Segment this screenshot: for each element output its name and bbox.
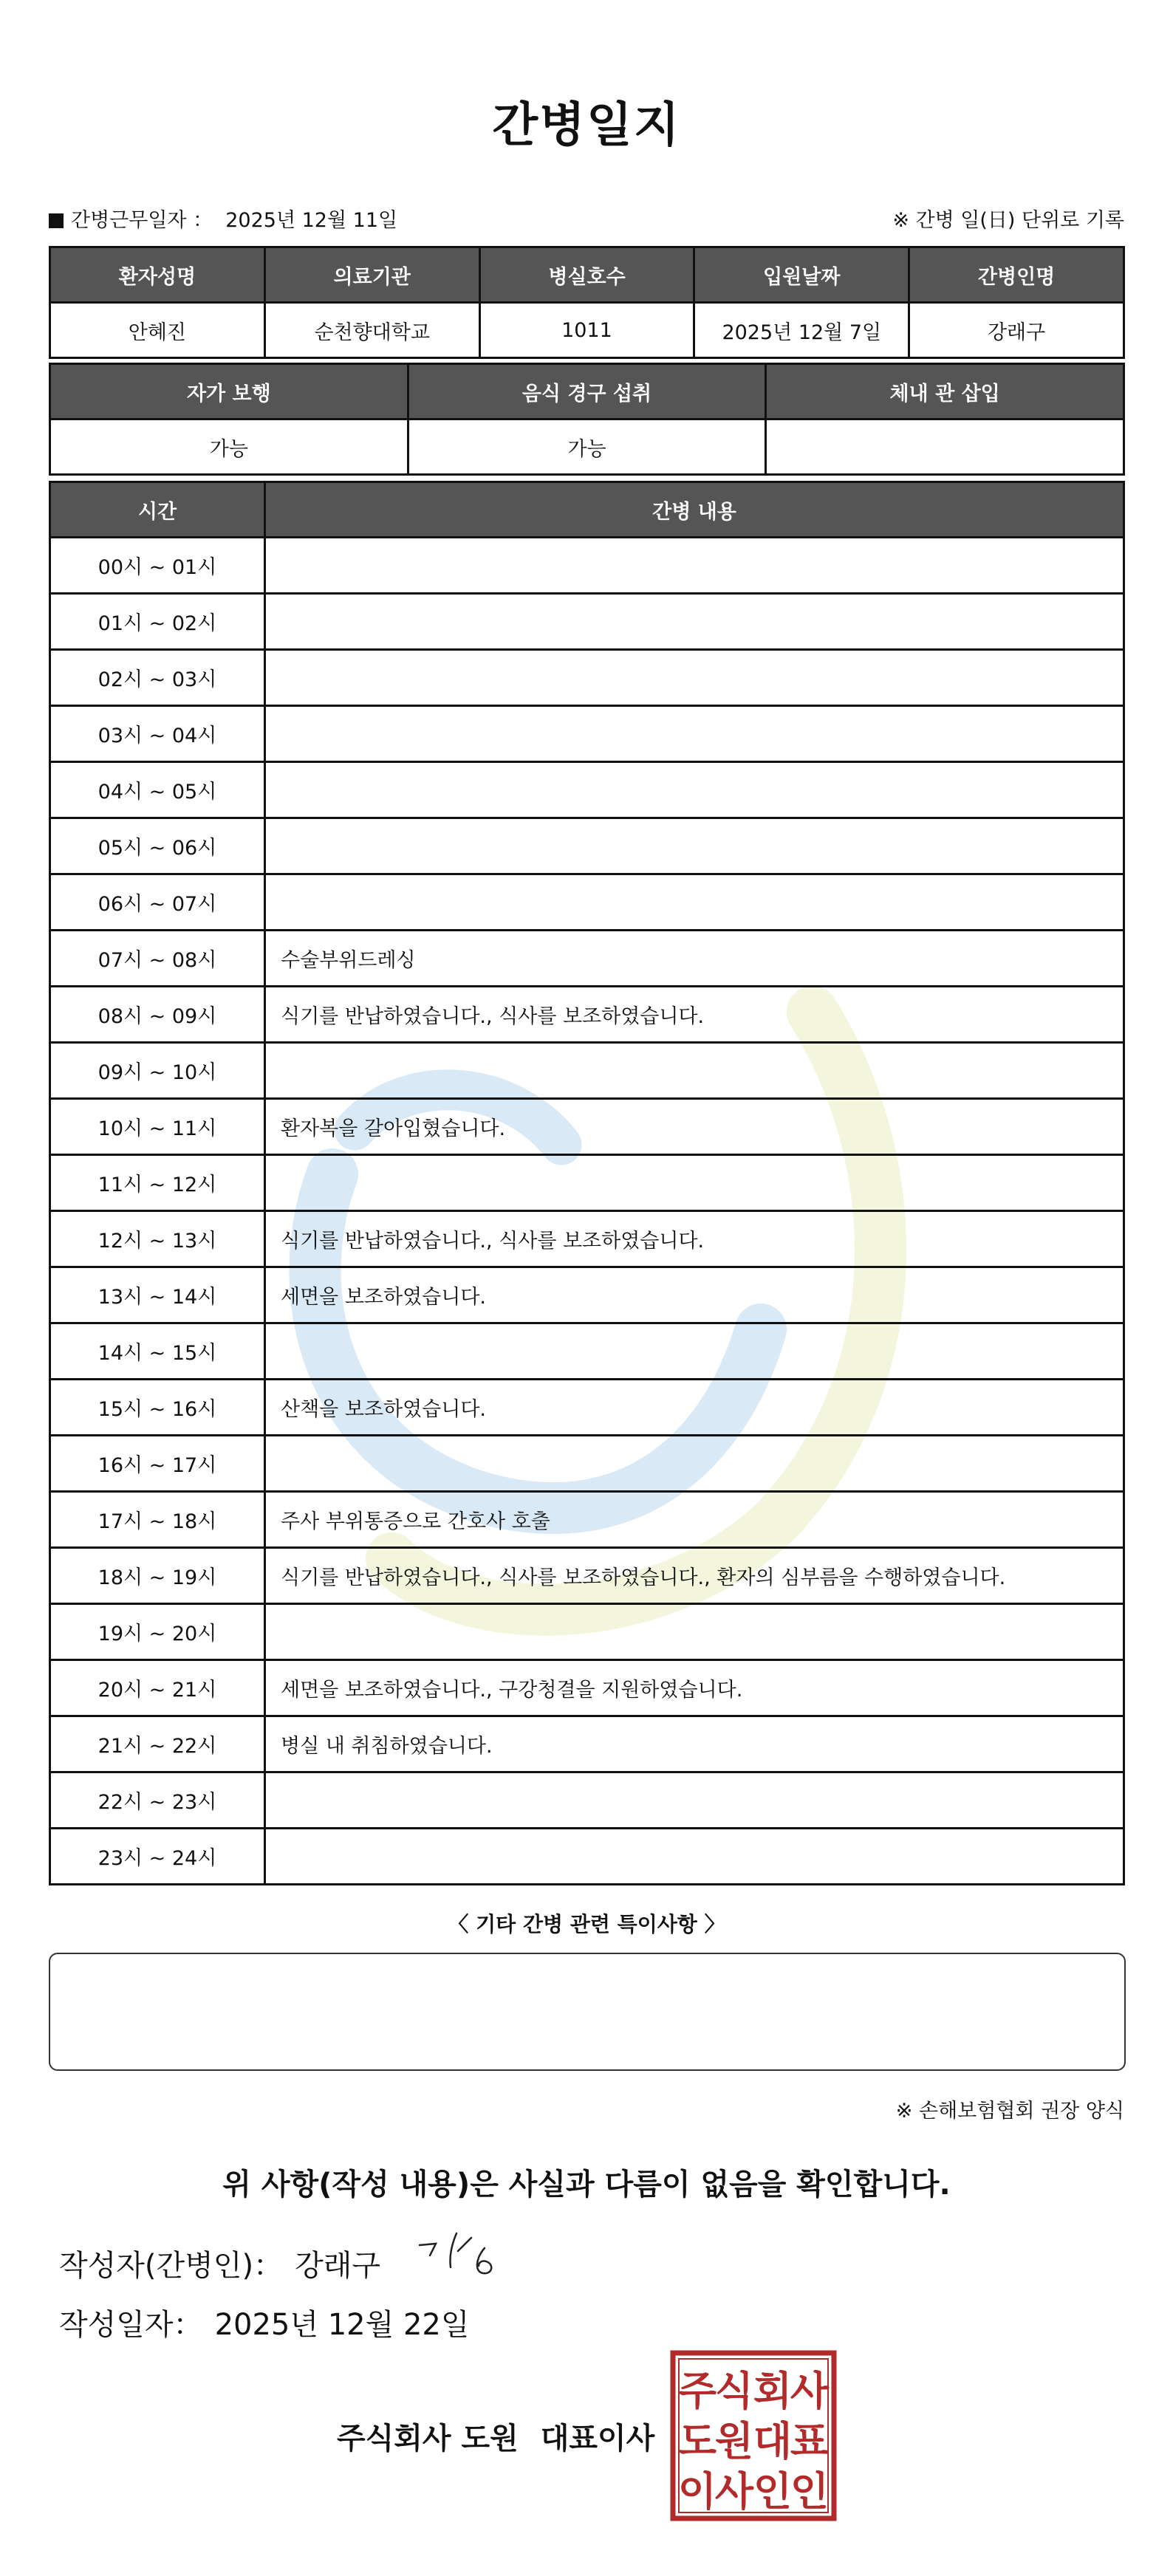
table-row [50,1323,1124,1380]
table-row [50,1660,1124,1716]
header-time: 시간 [50,482,265,538]
seal-glyph: 표 [790,2418,830,2464]
table-row [50,1716,1124,1772]
time-slot: 21시 ~ 22시 [50,1716,265,1772]
document-title: 간병일지 [492,98,681,153]
time-slot: 18시 ~ 19시 [50,1548,265,1604]
time-slot: 06시 ~ 07시 [50,874,265,931]
care-content: 식기를 반납하였습니다., 식사를 보조하였습니다. [265,987,1124,1043]
table-row [50,818,1124,874]
company-seal-stamp [668,2349,838,2523]
care-content: 주사 부위통증으로 간호사 호출 [265,1492,1124,1548]
written-date-label: 작성일자： [59,2308,203,2342]
hospital: 순천향대학교 [264,303,479,358]
time-slot: 22시 ~ 23시 [50,1772,265,1829]
company-name: 주식회사 도원 [337,2422,519,2456]
square-bullet-icon [49,213,64,228]
table-row [50,931,1124,987]
confirmation-statement: 위 사항(작성 내용)은 사실과 다름이 없음을 확인합니다. [222,2168,951,2202]
table-row [50,1772,1124,1829]
care-content [265,1323,1124,1380]
seal-glyph: 회 [753,2368,793,2414]
table-row [50,650,1124,706]
meta-row [49,204,1124,233]
care-content: 병실 내 취침하였습니다. [265,1716,1124,1772]
seal-glyph: 식 [714,2368,754,2414]
patient-status-table [49,363,1125,476]
table-row [50,594,1124,650]
care-content: 산책을 보조하였습니다. [265,1380,1124,1436]
time-slot: 02시 ~ 03시 [50,650,265,706]
time-slot: 01시 ~ 02시 [50,594,265,650]
care-content [265,1043,1124,1099]
seal-glyph: 이 [677,2468,717,2515]
care-content [265,874,1124,931]
table-row [50,1492,1124,1548]
work-date-value: 2025년 12월 11일 [225,209,398,232]
company-role: 대표이사 [540,2422,655,2456]
seal-glyph: 인 [753,2468,793,2515]
writer-name: 강래구 [295,2249,380,2283]
care-content: 세면을 보조하였습니다., 구강청결을 지원하였습니다. [265,1660,1124,1716]
time-slot: 15시 ~ 16시 [50,1380,265,1436]
work-date [49,204,397,233]
time-slot: 19시 ~ 20시 [50,1604,265,1660]
care-schedule-table [49,481,1125,1885]
care-content [265,538,1124,594]
time-slot: 09시 ~ 10시 [50,1043,265,1099]
care-content: 세면을 보조하였습니다. [265,1267,1124,1323]
room-number: 1011 [479,303,694,358]
care-content: 식기를 반납하였습니다., 식사를 보조하였습니다., 환자의 심부름을 수행하였습니다. [265,1548,1124,1604]
seal-glyph: 도 [677,2418,717,2464]
care-content [265,706,1124,762]
care-content [265,1772,1124,1829]
header-patient-name: 환자성명 [50,247,265,303]
tube-insertion [766,419,1124,475]
care-content [265,1155,1124,1211]
seal-glyph: 주 [677,2368,717,2414]
admission-date: 2025년 12월 7일 [694,303,909,358]
table-row [50,1211,1124,1267]
seal-glyph: 인 [790,2468,830,2515]
care-content [265,1436,1124,1492]
seal-glyph: 대 [753,2418,793,2464]
time-slot: 07시 ~ 08시 [50,931,265,987]
care-content [265,650,1124,706]
care-content [265,762,1124,818]
header-hospital: 의료기관 [264,247,479,303]
table-row [50,762,1124,818]
time-slot: 08시 ~ 09시 [50,987,265,1043]
patient-name: 안혜진 [50,303,265,358]
time-slot: 04시 ~ 05시 [50,762,265,818]
time-slot: 11시 ~ 12시 [50,1155,265,1211]
form-source-note: ※ 손해보험협회 권장 양식 [895,2100,1124,2123]
oral-intake: 가능 [408,419,766,475]
header-room-number: 병실호수 [479,247,694,303]
table-row [50,1099,1124,1155]
care-content [265,1829,1124,1885]
table-row [50,1829,1124,1885]
time-slot: 00시 ~ 01시 [50,538,265,594]
schedule-body [50,538,1124,1885]
self-walking: 가능 [50,419,408,475]
care-content [265,594,1124,650]
written-date-line [59,2301,470,2343]
header-oral-intake: 음식 경구 섭취 [408,364,766,419]
table-row [50,1380,1124,1436]
time-slot: 13시 ~ 14시 [50,1267,265,1323]
time-slot: 10시 ~ 11시 [50,1099,265,1155]
care-content: 환자복을 갈아입혔습니다. [265,1099,1124,1155]
time-slot: 03시 ~ 04시 [50,706,265,762]
time-slot: 05시 ~ 06시 [50,818,265,874]
table-row [50,874,1124,931]
table-row [50,1267,1124,1323]
care-content [265,818,1124,874]
work-date-label: 간병근무일자 ： [71,209,213,232]
time-slot: 14시 ~ 15시 [50,1323,265,1380]
care-content [265,1604,1124,1660]
time-slot: 16시 ~ 17시 [50,1436,265,1492]
record-note: ※ 간병 일(日) 단위로 기록 [892,209,1124,232]
seal-glyph: 원 [714,2418,754,2464]
header-caregiver-name: 간병인명 [909,247,1124,303]
header-admission-date: 입원날짜 [694,247,909,303]
care-content: 수술부위드레싱 [265,931,1124,987]
header-self-walking: 자가 보행 [50,364,408,419]
notes-heading: 〈 기타 간병 관련 특이사항 〉 [448,1912,725,1936]
seal-glyph: 사 [714,2468,754,2515]
time-slot: 20시 ~ 21시 [50,1660,265,1716]
table-row [50,1043,1124,1099]
time-slot: 23시 ~ 24시 [50,1829,265,1885]
special-notes-box [49,1953,1126,2071]
seal-glyph: 사 [790,2368,830,2414]
written-date-value: 2025년 12월 22일 [214,2308,470,2342]
caregiver-name: 강래구 [909,303,1124,358]
handwritten-signature [414,2229,510,2281]
table-row [50,987,1124,1043]
table-row [50,1436,1124,1492]
header-care-content: 간병 내용 [265,482,1124,538]
writer-label: 작성자(간병인)： [59,2249,284,2283]
table-row [50,1604,1124,1660]
time-slot: 12시 ~ 13시 [50,1211,265,1267]
table-row [50,1155,1124,1211]
company-line [337,2415,654,2457]
table-row [50,1548,1124,1604]
time-slot: 17시 ~ 18시 [50,1492,265,1548]
table-row [50,538,1124,594]
header-tube-insertion: 체내 관 삽입 [766,364,1124,419]
patient-info-table [49,246,1125,359]
writer-line [59,2242,380,2284]
table-row [50,706,1124,762]
care-content: 식기를 반납하였습니다., 식사를 보조하였습니다. [265,1211,1124,1267]
